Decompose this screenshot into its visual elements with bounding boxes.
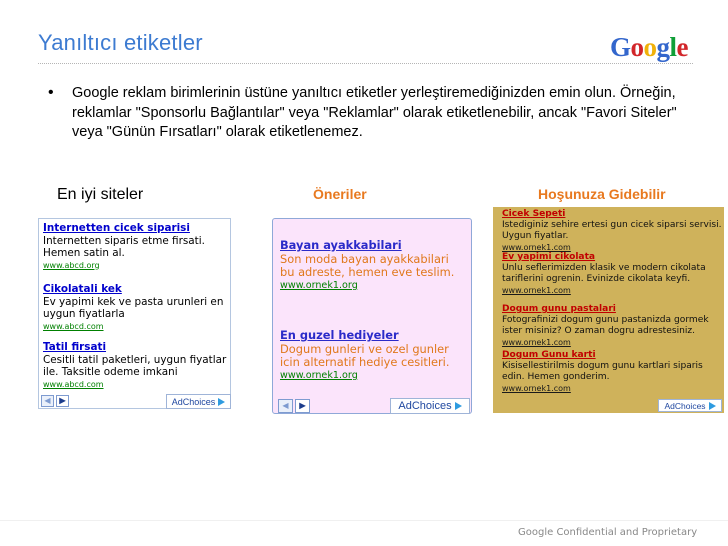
title-divider: [38, 63, 693, 64]
ad-url-link[interactable]: www.abcd.com: [43, 321, 104, 331]
ad-unit-suggestions: [272, 218, 472, 414]
column-title-top-sites: En iyi siteler: [57, 186, 144, 203]
column-title-you-may-like: Hoşunuza Gidebilir: [538, 186, 666, 202]
ad-description: ile. Taksitle odeme imkani: [43, 366, 178, 378]
logo-letter: o: [643, 32, 657, 62]
ad-item: [280, 239, 454, 292]
ad-headline-link[interactable]: Dogum Gunu karti: [502, 350, 596, 360]
ad-item: [43, 341, 226, 390]
ad-description: Istediginiz sehire ertesi gun cicek siparsi servisi.: [502, 220, 722, 231]
adchoices-label: AdChoices: [398, 400, 452, 412]
ad-item: [280, 329, 449, 382]
ad-description: Uygun fiyatlar.: [502, 231, 569, 242]
logo-letter: o: [630, 32, 644, 62]
ad-item: [43, 222, 205, 271]
ad-item: [502, 350, 703, 394]
ad-nav: [278, 399, 310, 413]
ad-item: [502, 304, 709, 348]
prev-arrow-icon[interactable]: ◀: [41, 395, 54, 407]
ad-description: Cesitli tatil paketleri, uygun fiyatlar: [43, 353, 227, 366]
ad-headline-link[interactable]: En guzel hediyeler: [280, 328, 399, 342]
ad-unit-you-may-like: [493, 207, 724, 413]
ad-description: uygun fiyatlarla: [43, 308, 125, 320]
next-arrow-icon[interactable]: ▶: [56, 395, 69, 407]
ad-url-link[interactable]: www.abcd.com: [43, 379, 104, 389]
ad-headline-link[interactable]: Cicek Sepeti: [502, 209, 566, 219]
ad-headline-link[interactable]: Bayan ayakkabilari: [280, 238, 402, 252]
ad-description: Unlu seflerimizden klasik ve modern cikolata: [502, 263, 706, 274]
ad-headline-link[interactable]: Internetten cicek siparisi: [43, 222, 190, 234]
ad-description: edin. Hemen gonderim.: [502, 372, 610, 383]
adchoices-button[interactable]: [390, 398, 470, 414]
ad-url-link[interactable]: www.ornek1.com: [502, 337, 571, 347]
ad-description: Kisisellestirilmis dogum gunu kartlari siparis: [502, 361, 703, 372]
logo-letter: l: [669, 32, 677, 62]
logo-letter: g: [656, 32, 670, 62]
footer-divider: [0, 520, 728, 521]
ad-description: Hemen satin al.: [43, 247, 125, 259]
next-arrow-icon[interactable]: ▶: [295, 399, 310, 413]
logo-letter: G: [610, 32, 631, 62]
adchoices-button[interactable]: [658, 399, 722, 412]
google-logo: [610, 32, 688, 63]
ad-description: Internetten siparis etme firsati.: [43, 234, 205, 247]
ad-unit-top-sites: [38, 218, 231, 409]
adchoices-button[interactable]: [166, 394, 231, 409]
ad-nav: [41, 395, 69, 407]
ad-url-link[interactable]: www.ornek1.com: [502, 242, 571, 252]
ad-url-link[interactable]: www.abcd.org: [43, 260, 100, 270]
bullet-dot-icon: •: [48, 84, 54, 101]
adchoices-icon: [455, 402, 462, 410]
ad-item: [43, 283, 223, 332]
ad-description: icin alternatif hediye cesitleri.: [280, 355, 450, 369]
ad-headline-link[interactable]: Ev yapimi cikolata: [502, 252, 596, 262]
ad-url-link[interactable]: www.ornek1.com: [502, 285, 571, 295]
ad-url-link[interactable]: www.ornek1.org: [280, 279, 358, 291]
ad-description: bu adreste, hemen eve teslim.: [280, 265, 455, 279]
ad-headline-link[interactable]: Dogum gunu pastalari: [502, 304, 616, 314]
ad-item: [502, 209, 722, 253]
adchoices-icon: [218, 398, 225, 406]
column-title-suggestions: Öneriler: [313, 186, 367, 202]
ad-url-link[interactable]: www.ornek1.com: [502, 383, 571, 393]
adchoices-label: AdChoices: [171, 396, 216, 407]
slide-title: Yanıltıcı etiketler: [38, 30, 203, 55]
logo-letter: e: [676, 32, 689, 62]
prev-arrow-icon[interactable]: ◀: [278, 399, 293, 413]
ad-headline-link[interactable]: Tatil firsati: [43, 341, 107, 353]
ad-headline-link[interactable]: Cikolatali kek: [43, 283, 122, 295]
ad-description: tariflerini ogrenin. Evinizde cikolata keyfi.: [502, 274, 691, 285]
bullet-text: Google reklam birimlerinin üstüne yanıltıcı etiketler yerleştiremediğinizden emin olun. Örneğin, reklamlar "Sponsorlu Bağlantılar" veya "Reklamlar" olarak etiketlenebilir, ancak "Favori Siteler" veya "Günün Fırsatları" olarak etiketlenemez.: [72, 85, 677, 140]
ad-description: Fotografinizi dogum gunu pastanizda gormek: [502, 315, 709, 326]
ad-url-link[interactable]: www.ornek1.org: [280, 369, 358, 381]
footer-text: Google Confidential and Proprietary: [518, 527, 698, 538]
ad-description: Son moda bayan ayakkabilari: [280, 251, 449, 266]
ad-description: ister misiniz? O zaman dogru adrestesiniz.: [502, 326, 696, 337]
ad-description: Dogum gunleri ve ozel gunler: [280, 341, 449, 356]
ad-description: Ev yapimi kek ve pasta urunleri en: [43, 295, 224, 308]
adchoices-icon: [709, 402, 716, 410]
ad-item: [502, 252, 706, 296]
adchoices-label: AdChoices: [664, 400, 706, 411]
